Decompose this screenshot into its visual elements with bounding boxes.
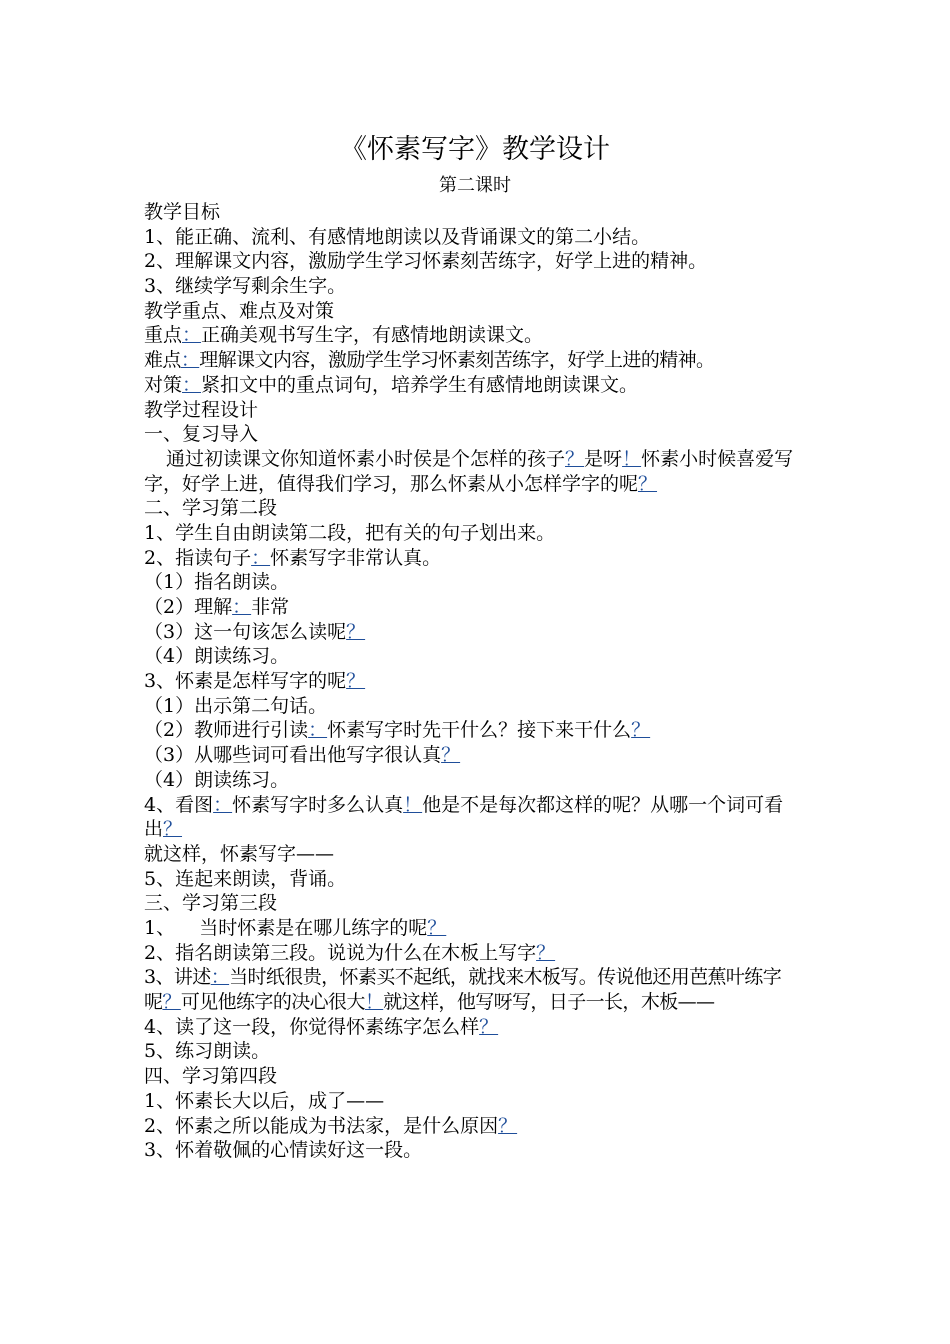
colon-mark: ： <box>232 596 252 619</box>
question-mark: ？ <box>427 917 447 939</box>
exclaim-mark: ！ <box>364 991 384 1014</box>
difficulty-line: 难点：理解课文内容，激励学生学习怀素刻苦练字，好学上进的精神。 <box>144 349 715 372</box>
step-heading: 三、学习第三段 <box>144 892 278 915</box>
document-title: 《怀素写字》教学设计 <box>340 134 610 165</box>
question-mark: ？ <box>479 1015 499 1038</box>
colon-mark: ： <box>180 349 200 372</box>
colon-mark: ： <box>213 793 233 816</box>
colon-mark: ： <box>210 966 230 989</box>
section-heading-goals: 教学目标 <box>144 201 221 223</box>
question-mark: ？ <box>441 744 461 767</box>
step-item: 3、怀着敬佩的心情读好这一段。 <box>144 1139 423 1162</box>
step-item: 1、 当时怀素是在哪儿练字的呢？ <box>144 917 447 939</box>
step-item: 1、学生自由朗读第二段，把有关的句子划出来。 <box>144 521 556 544</box>
question-mark: ？ <box>631 719 651 742</box>
sub-item: （3）从哪些词可看出他写字很认真？ <box>144 744 461 767</box>
step-item: 4、读了这一段，你觉得怀素练字怎么样？ <box>144 1015 499 1038</box>
step-item: 2、指读句子：怀素写字非常认真。 <box>144 546 442 569</box>
goal-item: 3、继续学写剩余生字。 <box>144 275 347 298</box>
sub-item: （2）理解：非常 <box>144 596 290 619</box>
goal-item: 1、能正确、流利、有感情地朗读以及背诵课文的第二小结。 <box>144 225 651 248</box>
question-mark: ？ <box>162 991 181 1014</box>
step-item: 1、怀素长大以后，成了—— <box>144 1089 385 1112</box>
focus-line: 重点：正确美观书写生字，有感情地朗读课文。 <box>144 324 544 347</box>
sub-item: （4）朗读练习。 <box>144 645 290 668</box>
question-mark: ？ <box>346 620 366 643</box>
sub-item: （2）教师进行引读：怀素写字时先干什么？接下来干什么？ <box>144 719 651 742</box>
document-body <box>144 200 812 1163</box>
text-line: 就这样，怀素写字—— <box>144 842 335 865</box>
step-heading: 二、学习第二段 <box>144 497 278 520</box>
intro-paragraph: 通过初读课文你知道怀素小时侯是个怎样的孩子？是呀！怀素小时候喜爱写字，好学上进，值得我们学习，那么怀素从小怎样学字的呢？ <box>144 447 794 495</box>
document-subtitle: 第二课时 <box>439 175 511 196</box>
sub-item: （1）出示第二句话。 <box>144 694 328 717</box>
strategy-line: 对策：紧扣文中的重点词句，培养学生有感情地朗读课文。 <box>144 373 639 396</box>
exclaim-mark: ！ <box>403 793 423 816</box>
sub-item: （3）这一句该怎么读呢？ <box>144 620 366 643</box>
section-heading-process: 教学过程设计 <box>144 398 259 421</box>
sub-item: （1）指名朗读。 <box>144 571 290 594</box>
section-heading-focus: 教学重点、难点及对策 <box>144 299 335 322</box>
step-item: 5、连起来朗读，背诵。 <box>144 867 347 890</box>
step-item: 5、练习朗读。 <box>144 1040 271 1063</box>
question-mark: ？ <box>346 670 366 693</box>
sub-item: （4）朗读练习。 <box>144 768 290 791</box>
question-mark: ？ <box>498 1114 518 1137</box>
question-mark: ？ <box>163 818 183 841</box>
question-mark: ？ <box>536 941 556 964</box>
colon-mark: ： <box>182 373 202 396</box>
step-heading: 一、复习导入 <box>144 423 259 446</box>
step-item: 4、看图：怀素写字时多么认真！他是不是每次都这样的呢？从哪一个词可看出？ <box>144 793 784 841</box>
step-item: 2、指名朗读第三段。说说为什么在木板上写字？ <box>144 941 556 964</box>
question-mark: ？ <box>565 447 585 470</box>
goal-item: 2、理解课文内容，激励学生学习怀素刻苦练字，好学上进的精神。 <box>144 250 708 273</box>
colon-mark: ： <box>251 546 271 569</box>
step-item: 2、怀素之所以能成为书法家，是什么原因？ <box>144 1114 518 1137</box>
colon-mark: ： <box>182 324 202 347</box>
step-heading: 四、学习第四段 <box>144 1065 278 1088</box>
colon-mark: ： <box>308 719 328 742</box>
question-mark: ？ <box>638 472 658 495</box>
exclaim-mark: ！ <box>622 447 642 470</box>
step-item: 3、讲述：当时纸很贵，怀素买不起纸，就找来木板写。传说他还用芭蕉叶练字呢？可见他练字的决心很大！就这样，他写呀写，日子一长，木板—— <box>144 966 782 1014</box>
step-item: 3、怀素是怎样写字的呢？ <box>144 670 366 693</box>
